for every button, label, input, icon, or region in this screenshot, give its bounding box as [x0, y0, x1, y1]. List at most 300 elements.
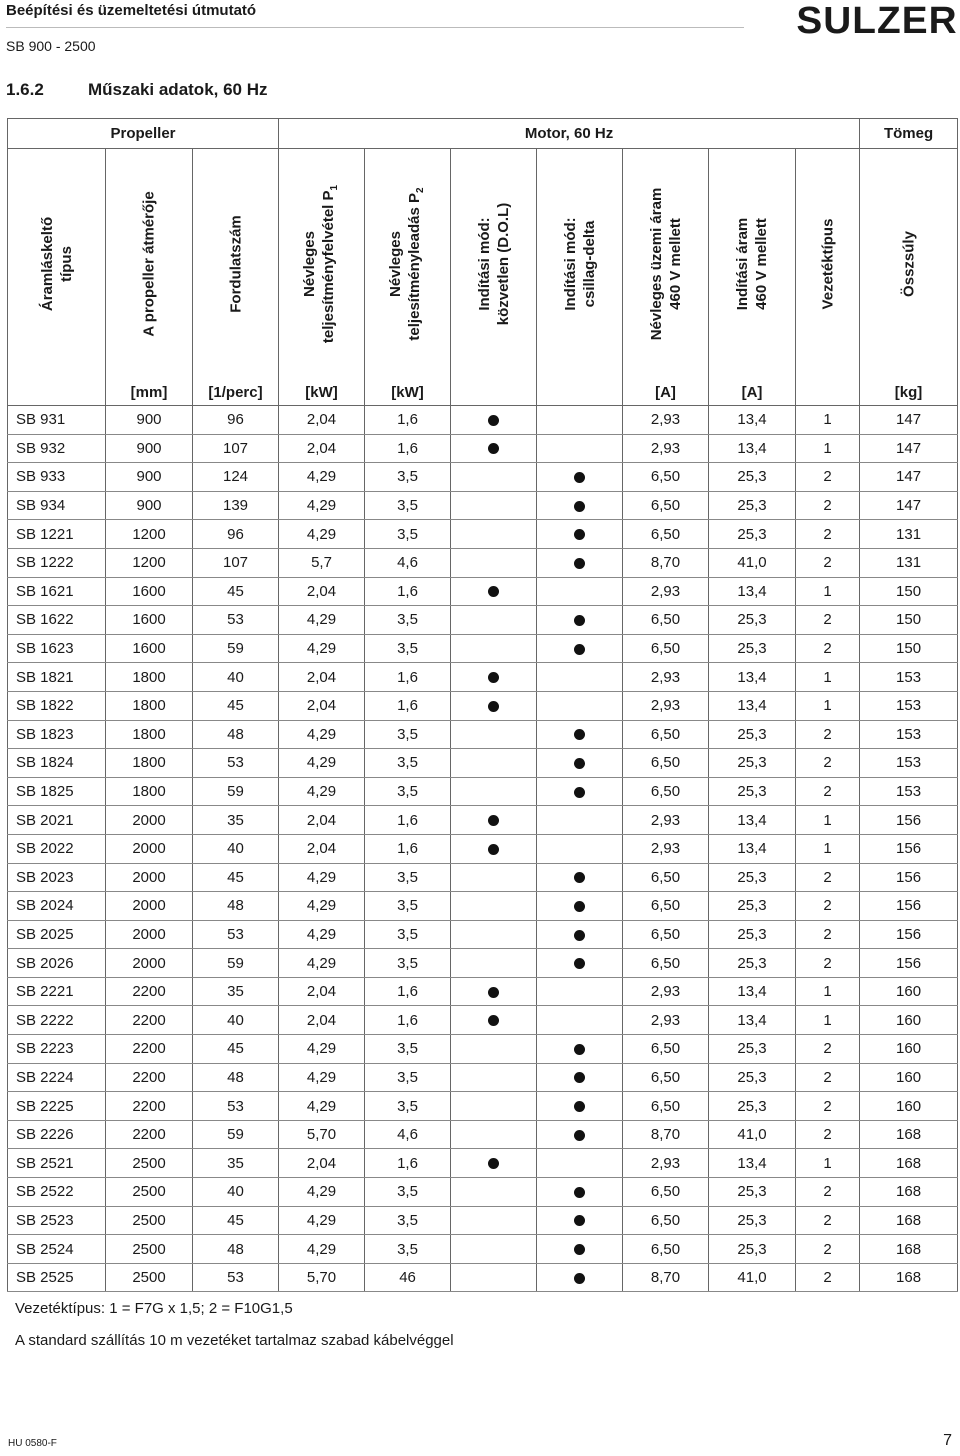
table-cell: SB 2522 [8, 1178, 106, 1207]
group-propeller: Propeller [8, 119, 279, 149]
start-mode-cell [451, 1149, 537, 1178]
table-cell: 6,50 [623, 863, 709, 892]
table-row [8, 977, 958, 1006]
table-cell: 2 [796, 863, 860, 892]
table-cell: SB 2525 [8, 1263, 106, 1292]
start-mode-cell [451, 949, 537, 978]
table-cell: 1800 [106, 691, 193, 720]
bullet-icon [574, 1130, 585, 1141]
bullet-icon [488, 1015, 499, 1026]
table-cell: 150 [860, 606, 958, 635]
start-mode-cell [537, 949, 623, 978]
column-header [709, 149, 796, 380]
table-cell: 1,6 [365, 1006, 451, 1035]
document-title: Beépítési és üzemeltetési útmutató [6, 2, 257, 19]
table-cell: 41,0 [709, 1120, 796, 1149]
start-mode-cell [537, 463, 623, 492]
table-cell: SB 2524 [8, 1235, 106, 1264]
table-cell: 25,3 [709, 749, 796, 778]
table-cell: SB 1822 [8, 691, 106, 720]
table-cell: 156 [860, 834, 958, 863]
table-cell: 40 [193, 1006, 279, 1035]
start-mode-cell [451, 406, 537, 435]
table-cell: 6,50 [623, 920, 709, 949]
table-cell: 2 [796, 520, 860, 549]
table-cell: 168 [860, 1120, 958, 1149]
table-cell: 45 [193, 577, 279, 606]
table-cell: SB 2023 [8, 863, 106, 892]
column-header-line [580, 217, 599, 310]
table-cell: 2,04 [279, 406, 365, 435]
bullet-icon [574, 615, 585, 626]
subscript: 1 [328, 184, 340, 191]
column-header-text: 460 V mellett [753, 218, 771, 310]
table-cell: 3,5 [365, 606, 451, 635]
table-cell: 45 [193, 863, 279, 892]
start-mode-cell [451, 1235, 537, 1264]
table-cell: 2,04 [279, 1149, 365, 1178]
start-mode-cell [451, 834, 537, 863]
table-cell: 25,3 [709, 1235, 796, 1264]
table-cell: 4,29 [279, 1178, 365, 1207]
table-cell: 6,50 [623, 892, 709, 921]
table-cell: 4,29 [279, 863, 365, 892]
table-row [8, 1178, 958, 1207]
table-cell: 2200 [106, 1035, 193, 1064]
start-mode-cell [537, 834, 623, 863]
table-cell: 168 [860, 1149, 958, 1178]
table-cell: 4,29 [279, 777, 365, 806]
bullet-icon [574, 501, 585, 512]
start-mode-cell [537, 577, 623, 606]
table-cell: 900 [106, 491, 193, 520]
table-cell: 6,50 [623, 1063, 709, 1092]
table-cell: 2 [796, 749, 860, 778]
document-code: HU 0580-F [8, 1438, 57, 1449]
table-cell: 1,6 [365, 577, 451, 606]
table-cell: 96 [193, 520, 279, 549]
table-cell: 25,3 [709, 1035, 796, 1064]
table-cell: 147 [860, 434, 958, 463]
standard-delivery-note: A standard szállítás 10 m vezetéket tartalmaz szabad kábelvéggel [15, 1332, 454, 1349]
table-cell: 2500 [106, 1235, 193, 1264]
table-cell: 25,3 [709, 634, 796, 663]
start-mode-cell [537, 863, 623, 892]
table-cell: 1,6 [365, 834, 451, 863]
table-cell: SB 2026 [8, 949, 106, 978]
table-cell: 156 [860, 949, 958, 978]
table-cell: 40 [193, 663, 279, 692]
table-cell: 156 [860, 806, 958, 835]
table-cell: SB 2224 [8, 1063, 106, 1092]
table-cell: 6,50 [623, 1178, 709, 1207]
table-cell: 4,29 [279, 1063, 365, 1092]
table-cell: 1,6 [365, 406, 451, 435]
table-cell: 4,6 [365, 1120, 451, 1149]
table-row [8, 949, 958, 978]
unit-cell: [kg] [860, 379, 958, 406]
bullet-icon [574, 958, 585, 969]
table-cell: 2,04 [279, 834, 365, 863]
table-cell: 6,50 [623, 634, 709, 663]
table-cell: 40 [193, 834, 279, 863]
table-cell: 1,6 [365, 1149, 451, 1178]
unit-cell [796, 379, 860, 406]
table-cell: 2,93 [623, 834, 709, 863]
table-row [8, 863, 958, 892]
start-mode-cell [537, 691, 623, 720]
table-cell: 3,5 [365, 1092, 451, 1121]
table-cell: 46 [365, 1263, 451, 1292]
table-cell: SB 2523 [8, 1206, 106, 1235]
table-cell: 8,70 [623, 1120, 709, 1149]
table-cell: 1 [796, 1006, 860, 1035]
table-cell: 1200 [106, 548, 193, 577]
table-cell: 4,29 [279, 1092, 365, 1121]
table-cell: 13,4 [709, 977, 796, 1006]
subscript: 2 [414, 187, 426, 193]
column-header [451, 149, 537, 380]
table-cell: 25,3 [709, 777, 796, 806]
table-cell: 2 [796, 548, 860, 577]
table-cell: 13,4 [709, 806, 796, 835]
table-cell: 4,29 [279, 1035, 365, 1064]
table-cell: 2 [796, 1206, 860, 1235]
table-cell: 160 [860, 1063, 958, 1092]
table-cell: 48 [193, 1235, 279, 1264]
table-row [8, 406, 958, 435]
table-cell: 153 [860, 691, 958, 720]
table-cell: 2500 [106, 1149, 193, 1178]
column-header [623, 149, 709, 380]
column-header-line: Összsúly [900, 231, 918, 297]
start-mode-cell [537, 663, 623, 692]
start-mode-cell [451, 606, 537, 635]
table-cell: 1 [796, 834, 860, 863]
table-cell: 2000 [106, 949, 193, 978]
column-header [106, 149, 193, 380]
table-row [8, 663, 958, 692]
table-cell: 2,93 [623, 663, 709, 692]
table-cell: 6,50 [623, 720, 709, 749]
table-row [8, 463, 958, 492]
table-cell: 900 [106, 406, 193, 435]
table-cell: 5,70 [279, 1120, 365, 1149]
table-cell: 41,0 [709, 1263, 796, 1292]
table-cell: 2 [796, 949, 860, 978]
table-cell: SB 932 [8, 434, 106, 463]
table-cell: 3,5 [365, 1235, 451, 1264]
table-cell: SB 1623 [8, 634, 106, 663]
start-mode-cell [537, 406, 623, 435]
table-cell: 53 [193, 1092, 279, 1121]
table-cell: 53 [193, 920, 279, 949]
table-cell: 168 [860, 1206, 958, 1235]
table-cell: 2500 [106, 1178, 193, 1207]
table-cell: 3,5 [365, 1178, 451, 1207]
table-row [8, 749, 958, 778]
table-cell: 1 [796, 1149, 860, 1178]
table-cell: SB 1823 [8, 720, 106, 749]
table-cell: 2 [796, 1063, 860, 1092]
table-row [8, 577, 958, 606]
start-mode-cell [451, 806, 537, 835]
table-cell: 4,29 [279, 520, 365, 549]
table-cell: 2 [796, 777, 860, 806]
sulzer-logo: SULZER [796, 0, 958, 42]
column-header-line [666, 188, 685, 341]
start-mode-cell [537, 606, 623, 635]
unit-cell: [A] [623, 379, 709, 406]
start-mode-cell [451, 634, 537, 663]
table-row [8, 520, 958, 549]
table-cell: 156 [860, 920, 958, 949]
start-mode-cell [451, 863, 537, 892]
table-cell: 156 [860, 863, 958, 892]
table-cell: 25,3 [709, 720, 796, 749]
table-cell: 4,29 [279, 634, 365, 663]
table-cell: 45 [193, 691, 279, 720]
bullet-icon [574, 930, 585, 941]
bullet-icon [574, 558, 585, 569]
start-mode-cell [537, 920, 623, 949]
table-row [8, 1206, 958, 1235]
table-cell: 2000 [106, 920, 193, 949]
table-cell: 2,93 [623, 977, 709, 1006]
table-cell: 59 [193, 634, 279, 663]
column-header [193, 149, 279, 380]
table-cell: 160 [860, 1035, 958, 1064]
table-cell: 41,0 [709, 548, 796, 577]
table-row [8, 1263, 958, 1292]
table-cell: 168 [860, 1235, 958, 1264]
table-cell: 2200 [106, 1063, 193, 1092]
table-cell: 1,6 [365, 977, 451, 1006]
table-cell: 13,4 [709, 1006, 796, 1035]
table-cell: 168 [860, 1263, 958, 1292]
start-mode-cell [451, 749, 537, 778]
unit-cell: [kW] [279, 379, 365, 406]
table-cell: 2,04 [279, 434, 365, 463]
table-row [8, 634, 958, 663]
table-cell: 2 [796, 1178, 860, 1207]
column-header-line: Áramláskeltő [38, 216, 56, 312]
table-cell: 4,29 [279, 606, 365, 635]
column-header-line: Névleges üzemi áram [647, 187, 665, 341]
section-title: Műszaki adatok, 60 Hz [88, 80, 268, 99]
table-cell: 8,70 [623, 548, 709, 577]
table-row [8, 691, 958, 720]
section-heading [6, 80, 268, 100]
table-cell: 6,50 [623, 463, 709, 492]
start-mode-cell [451, 1263, 537, 1292]
table-cell: SB 2226 [8, 1120, 106, 1149]
table-row [8, 491, 958, 520]
table-cell: 107 [193, 548, 279, 577]
table-cell: 2 [796, 1235, 860, 1264]
table-cell: 131 [860, 520, 958, 549]
table-cell: 2200 [106, 1006, 193, 1035]
table-cell: SB 1622 [8, 606, 106, 635]
table-cell: 168 [860, 1178, 958, 1207]
start-mode-cell [451, 491, 537, 520]
table-cell: 4,6 [365, 548, 451, 577]
table-cell: 1800 [106, 749, 193, 778]
start-mode-cell [537, 1092, 623, 1121]
table-cell: 25,3 [709, 606, 796, 635]
table-cell: SB 1221 [8, 520, 106, 549]
table-cell: SB 933 [8, 463, 106, 492]
table-cell: 3,5 [365, 1035, 451, 1064]
table-cell: 1800 [106, 663, 193, 692]
table-row [8, 720, 958, 749]
table-row [8, 834, 958, 863]
table-cell: 2,93 [623, 434, 709, 463]
group-motor: Motor, 60 Hz [279, 119, 860, 149]
column-header-text: teljesítményfelvétel P [319, 190, 337, 344]
cable-type-note: Vezetéktípus: 1 = F7G x 1,5; 2 = F10G1,5 [15, 1300, 293, 1317]
bullet-icon [488, 815, 499, 826]
table-cell: 59 [193, 777, 279, 806]
table-cell: 2,04 [279, 577, 365, 606]
table-cell: 6,50 [623, 606, 709, 635]
table-cell: 6,50 [623, 1206, 709, 1235]
column-header [860, 149, 958, 380]
table-cell: SB 934 [8, 491, 106, 520]
table-cell: 5,70 [279, 1263, 365, 1292]
table-cell: 4,29 [279, 749, 365, 778]
table-cell: 25,3 [709, 520, 796, 549]
table-cell: 147 [860, 406, 958, 435]
start-mode-cell [537, 1120, 623, 1149]
table-cell: 1 [796, 434, 860, 463]
table-cell: 25,3 [709, 920, 796, 949]
table-cell: SB 2223 [8, 1035, 106, 1064]
start-mode-cell [537, 892, 623, 921]
table-cell: SB 1621 [8, 577, 106, 606]
table-cell: SB 2025 [8, 920, 106, 949]
table-cell: 147 [860, 463, 958, 492]
unit-row [8, 379, 958, 406]
table-cell: SB 2225 [8, 1092, 106, 1121]
bullet-icon [488, 586, 499, 597]
spec-table [7, 118, 958, 1292]
table-cell: 2 [796, 634, 860, 663]
column-header-line [752, 218, 771, 311]
table-cell: 3,5 [365, 892, 451, 921]
table-row [8, 606, 958, 635]
table-cell: 35 [193, 977, 279, 1006]
unit-cell: [kW] [365, 379, 451, 406]
start-mode-cell [537, 1263, 623, 1292]
table-cell: 3,5 [365, 634, 451, 663]
table-cell: 1200 [106, 520, 193, 549]
start-mode-cell [537, 749, 623, 778]
table-cell: 2000 [106, 806, 193, 835]
bullet-icon [488, 415, 499, 426]
start-mode-cell [451, 548, 537, 577]
table-cell: 2500 [106, 1206, 193, 1235]
table-cell: 4,29 [279, 892, 365, 921]
table-cell: 6,50 [623, 1035, 709, 1064]
column-header-text: közvetlen (D.O.L) [494, 202, 512, 326]
bullet-icon [574, 758, 585, 769]
table-cell: 25,3 [709, 1178, 796, 1207]
bullet-icon [574, 1044, 585, 1055]
start-mode-cell [451, 720, 537, 749]
start-mode-cell [451, 577, 537, 606]
bullet-icon [574, 1244, 585, 1255]
start-mode-cell [451, 1178, 537, 1207]
table-cell: 25,3 [709, 1206, 796, 1235]
start-mode-cell [451, 663, 537, 692]
table-cell: 2,93 [623, 806, 709, 835]
column-header [365, 149, 451, 380]
table-row [8, 434, 958, 463]
table-cell: 1,6 [365, 663, 451, 692]
table-cell: 6,50 [623, 520, 709, 549]
bullet-icon [574, 872, 585, 883]
column-header-text: teljesítményleadás P [405, 192, 423, 341]
column-header [796, 149, 860, 380]
table-cell: 2 [796, 1092, 860, 1121]
table-cell: 153 [860, 720, 958, 749]
table-cell: 8,70 [623, 1263, 709, 1292]
table-cell: 6,50 [623, 949, 709, 978]
table-cell: 13,4 [709, 1149, 796, 1178]
table-cell: 40 [193, 1178, 279, 1207]
table-cell: 6,50 [623, 1235, 709, 1264]
table-cell: 2,04 [279, 691, 365, 720]
start-mode-cell [451, 977, 537, 1006]
table-row [8, 1063, 958, 1092]
start-mode-cell [451, 1006, 537, 1035]
table-cell: 53 [193, 606, 279, 635]
table-cell: 1 [796, 977, 860, 1006]
table-cell: SB 2024 [8, 892, 106, 921]
bullet-icon [488, 987, 499, 998]
start-mode-cell [537, 1035, 623, 1064]
table-cell: SB 2221 [8, 977, 106, 1006]
table-cell: SB 1824 [8, 749, 106, 778]
start-mode-cell [537, 1206, 623, 1235]
table-cell: 2200 [106, 1120, 193, 1149]
table-cell: 4,29 [279, 949, 365, 978]
bullet-icon [488, 443, 499, 454]
table-cell: 1600 [106, 634, 193, 663]
table-cell: 153 [860, 749, 958, 778]
bullet-icon [574, 472, 585, 483]
column-header-line: Fordulatszám [227, 215, 245, 313]
table-cell: SB 2521 [8, 1149, 106, 1178]
column-header-line: Indítási áram [734, 217, 752, 311]
table-cell: 107 [193, 434, 279, 463]
table-row [8, 1092, 958, 1121]
table-cell: 160 [860, 1092, 958, 1121]
start-mode-cell [537, 1149, 623, 1178]
table-row [8, 806, 958, 835]
table-cell: SB 2022 [8, 834, 106, 863]
table-cell: 4,29 [279, 720, 365, 749]
start-mode-cell [451, 691, 537, 720]
table-cell: 2200 [106, 1092, 193, 1121]
column-header [8, 149, 106, 380]
column-header-line: A propeller átmérője [140, 191, 158, 337]
table-cell: 6,50 [623, 1092, 709, 1121]
table-cell: 25,3 [709, 1063, 796, 1092]
table-cell: 1 [796, 406, 860, 435]
table-cell: 2,04 [279, 663, 365, 692]
